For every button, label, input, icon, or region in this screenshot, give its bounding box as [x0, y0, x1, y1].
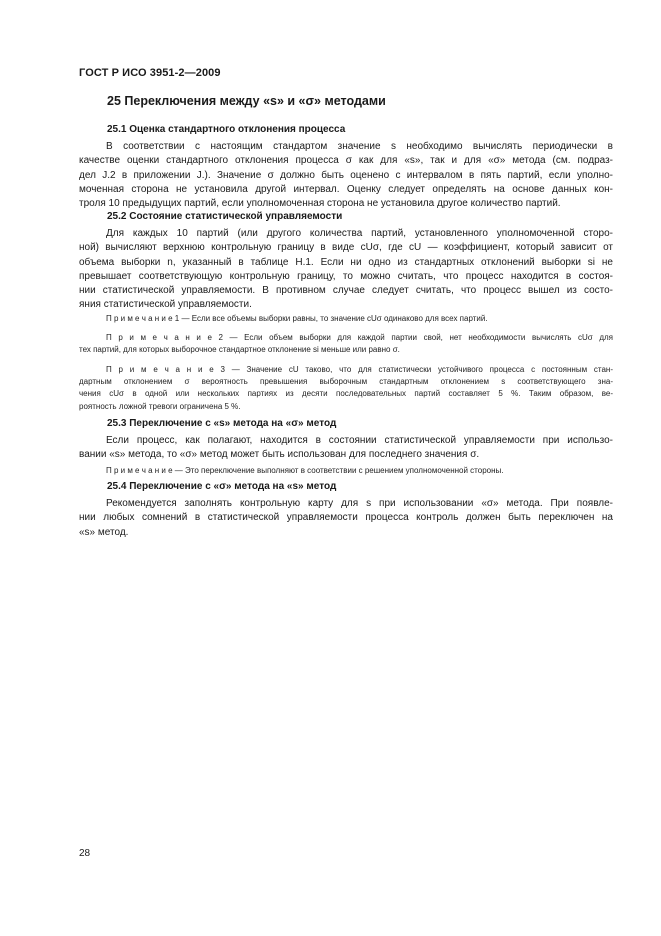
- note-line: дартным отклонением σ вероятность превышения выборочным стандартным отклонением s соответствующего зна-: [79, 377, 613, 387]
- text-line: моченная сторона не установила другой интервал. Оценку следует определять на основе данных кон-: [79, 183, 613, 195]
- text-line: ной) вычисляют верхнюю контрольную границу в виде cUσ, где cU — коэффициент, который зависит от: [79, 242, 613, 254]
- subsection-25-1-title: 25.1 Оценка стандартного отклонения процесса: [107, 124, 346, 135]
- subsection-25-2-text: [79, 227, 613, 313]
- page-number: 28: [79, 848, 91, 859]
- note-line: чения cUσ в одной или нескольких партиях из десяти последовательных партий составляет 5 %. Таким образом, ве-: [79, 389, 613, 399]
- note-line: П р и м е ч а н и е 2 — Если объем выборки для каждой партии свой, нет необходимости вычислять cUσ для: [106, 333, 613, 342]
- text-line: превышает соответствующую контрольную границу, то можно считать, что процесс находится в состоя-: [79, 270, 613, 282]
- text-line: качестве оценки стандартного отклонения процесса σ как для «s», так и для «σ» метода (см. подраз-: [79, 155, 613, 167]
- text-line: троля 10 предыдущих партий, если уполномоченная сторона не установила другое количество партий.: [79, 198, 561, 210]
- note-3: [79, 364, 613, 413]
- text-line: нии статистической управляемости. В противном случае следует считать, что процесс вышел из состо-: [79, 285, 613, 297]
- note-line: роятность ложной тревоги ограничена 5 %.: [79, 401, 241, 411]
- subsection-25-2-title: 25.2 Состояние статистической управляемости: [107, 211, 343, 222]
- section-title: 25 Переключения между «s» и «σ» методами: [107, 94, 386, 108]
- note-line: П р и м е ч а н и е 1 — Если все объемы выборки равны, то значение cUσ одинаково для всех партий.: [106, 314, 488, 323]
- text-line: Для каждых 10 партий (или другого количества партий, установленного уполномоченной сторо-: [106, 228, 613, 239]
- note-2: [79, 332, 613, 356]
- document-header: ГОСТ Р ИСО 3951-2—2009: [79, 67, 221, 79]
- subsection-25-1-text: [79, 140, 613, 211]
- note-line: тех партий, для которых выборочное стандартное отклонение si меньше или равно σ.: [79, 345, 400, 355]
- text-line: В соответствии с настоящим стандартом значение s необходимо вычислять периодически в: [106, 141, 613, 152]
- subsection-25-4-title: 25.4 Переключение с «σ» метода на «s» метод: [107, 481, 337, 492]
- subsection-25-4-text: [79, 497, 613, 540]
- note-line: П р и м е ч а н и е 3 — Значение cU таково, что для статистически устойчивого процесса с постоянным стан-: [106, 365, 613, 374]
- text-line: «s» метод.: [79, 526, 129, 538]
- text-line: Если процесс, как полагают, находится в состоянии статистической управляемости при использо-: [106, 435, 613, 446]
- text-line: яния статистической управляемости.: [79, 299, 252, 311]
- subsection-25-3-text: [79, 434, 613, 463]
- note-line: П р и м е ч а н и е — Это переключение выполняют в соответствии с решением уполномоченной стороны.: [106, 466, 504, 475]
- note-1: [79, 313, 613, 325]
- text-line: объема выборки n, указанный в таблице H.1. Если ни одно из стандартных отклонений выборки si не: [79, 256, 613, 268]
- note-25-3: [79, 465, 613, 477]
- subsection-25-3-title: 25.3 Переключение с «s» метода на «σ» метод: [107, 418, 337, 429]
- text-line: Рекомендуется заполнять контрольную карту для s при использовании «σ» метода. При появле-: [106, 498, 613, 509]
- text-line: дел J.2 в приложении J.). Значение σ должно быть оценено с интервалом в пять партий, если уполно-: [79, 169, 613, 181]
- text-line: вании «s» метода, то «σ» метод может быть использован для последнего значения σ.: [79, 449, 480, 461]
- text-line: нии любых сомнений в статистической управляемости процесса контроль должен быть переключен на: [79, 512, 613, 524]
